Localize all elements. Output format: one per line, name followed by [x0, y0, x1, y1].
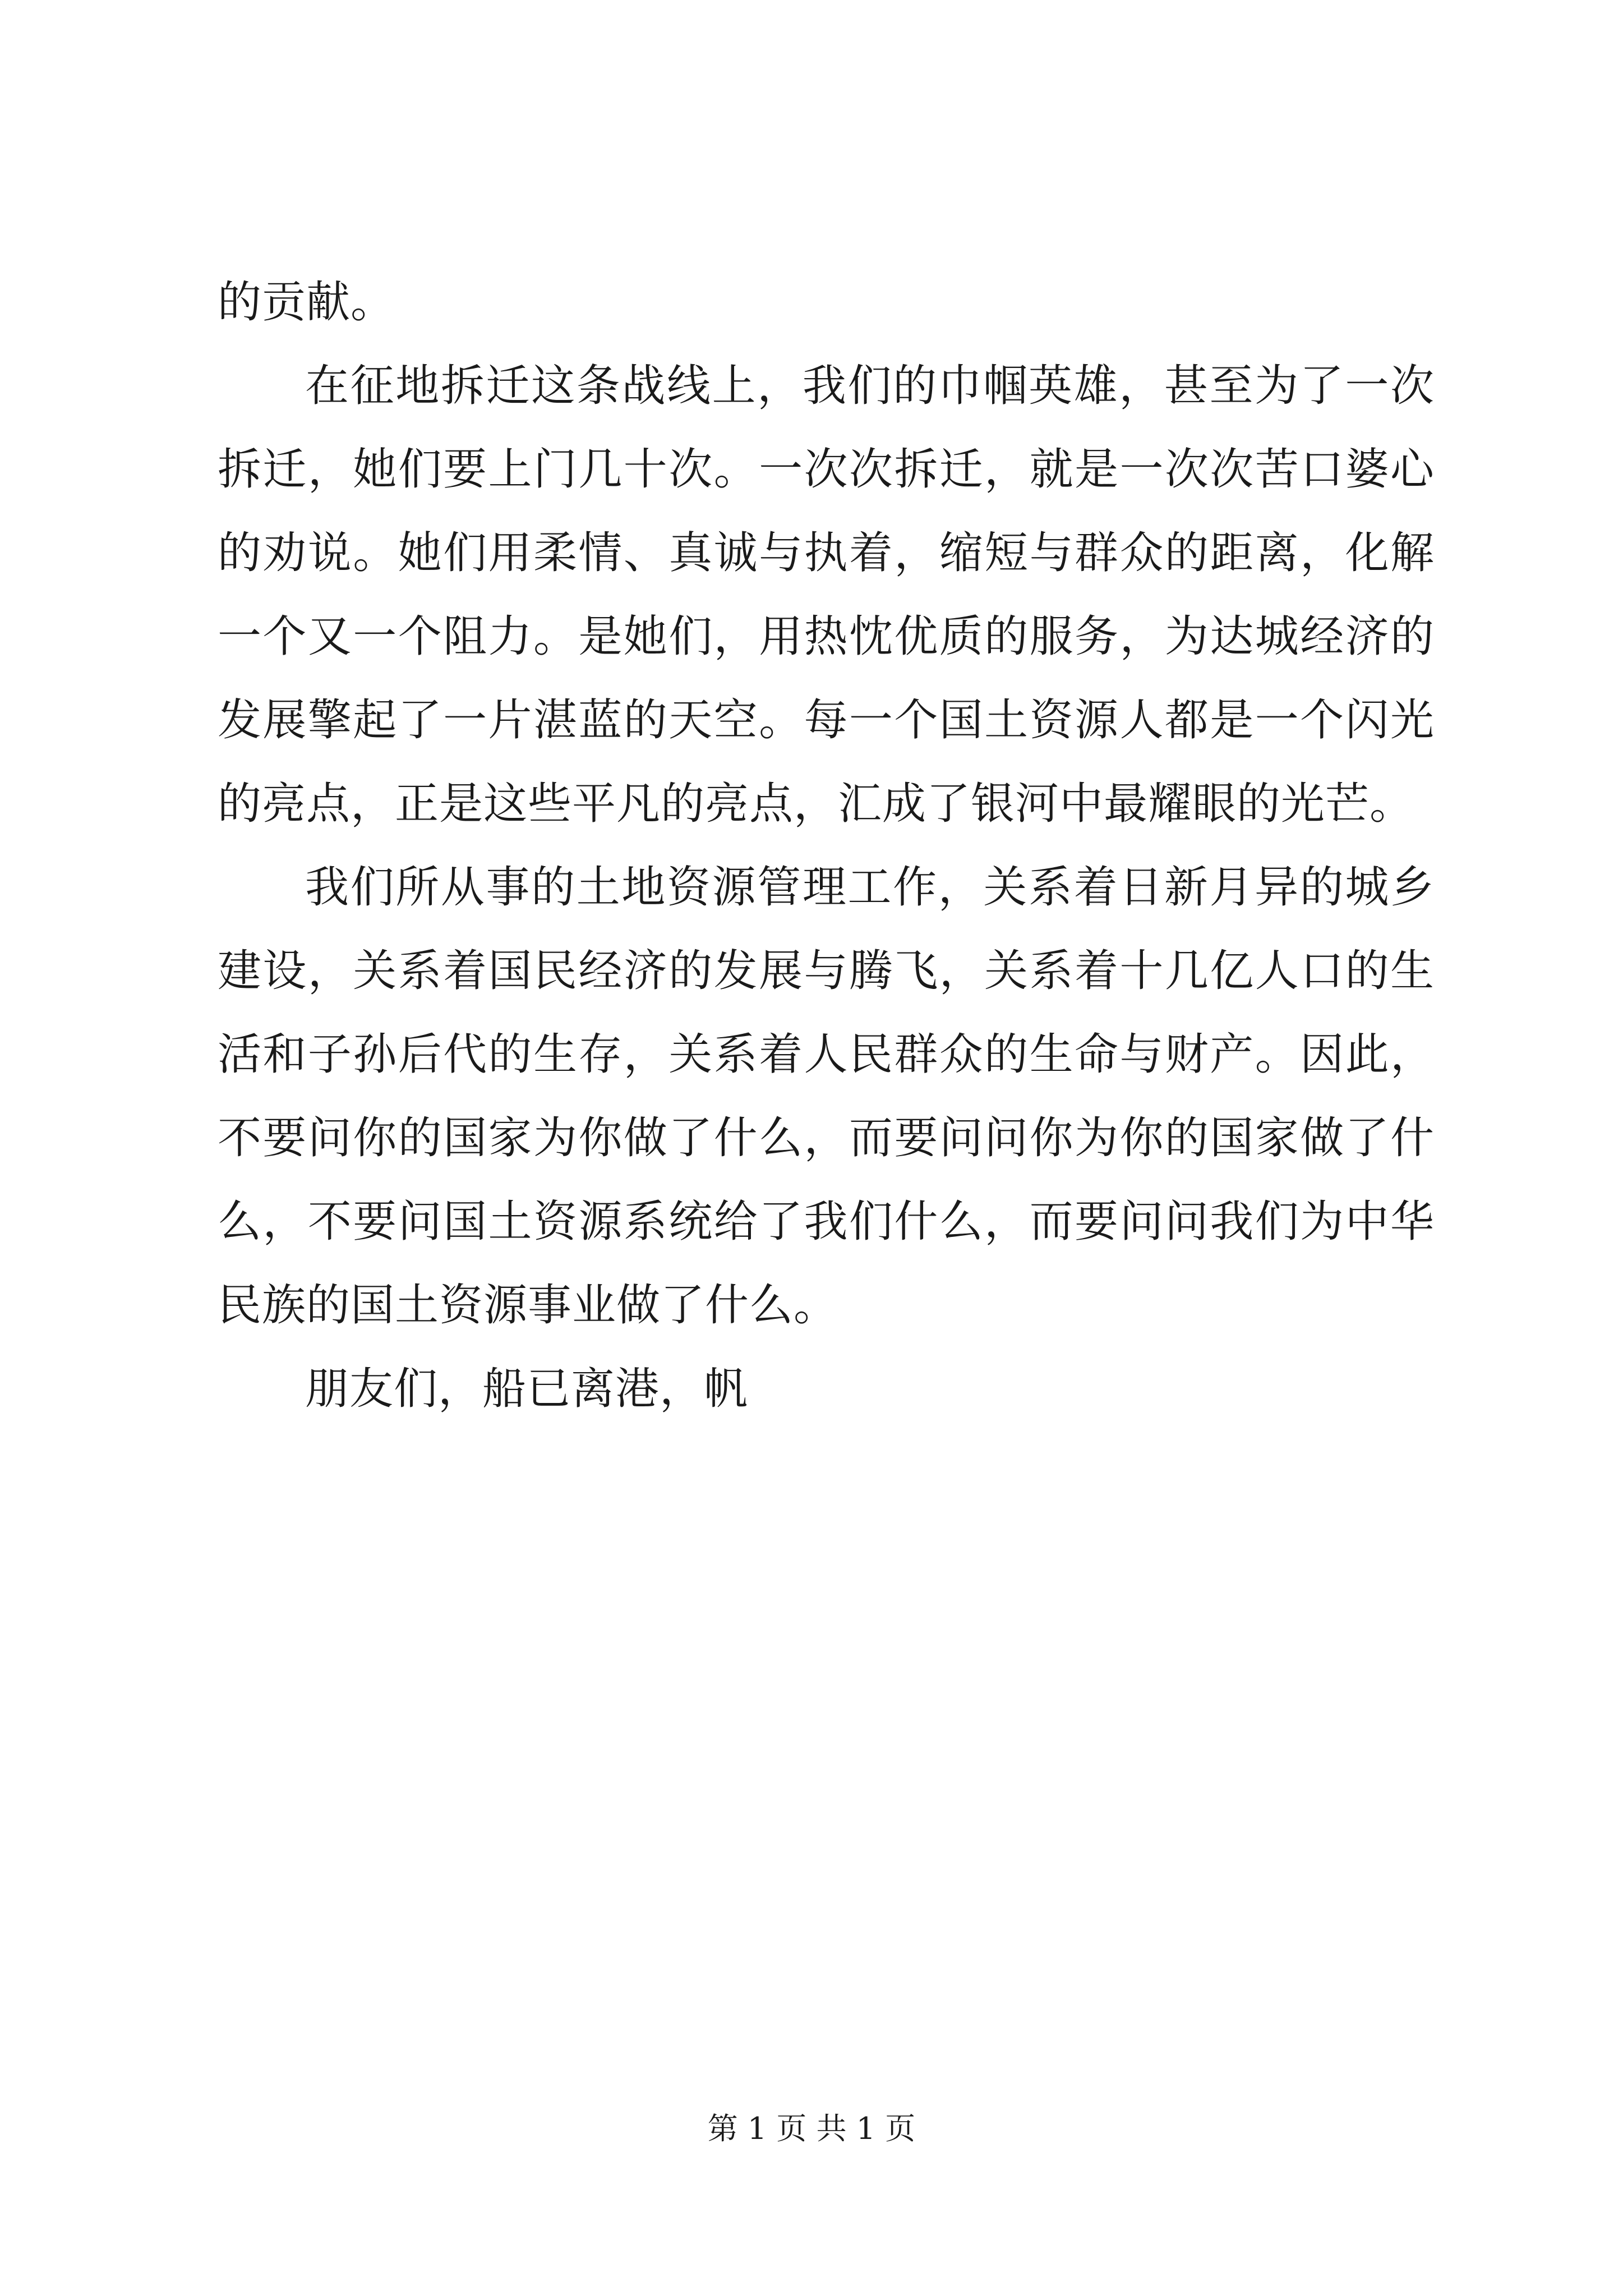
paragraph-land-management: 我们所从事的土地资源管理工作，关系着日新月异的城乡建设，关系着国民经济的发展与腾飞，关系着十几亿人口的生活和子孙后代的生存，关系着人民群众的生命与财产。因此，不要问你的国家为你做了什么，而要问问你为你的国家做了什么，不要问国土资源系统给了我们什么，而要问问我们为中华民族的国土资源事业做了什么。 — [218, 862, 1435, 1331]
document-body — [218, 261, 1435, 1431]
paragraph-continuation: 的贡献。 — [218, 277, 395, 328]
page-number-footer: 第 1 页 共 1 页 — [707, 2111, 916, 2146]
paragraph-closing: 朋友们，船已离港，帆 — [305, 1364, 749, 1414]
paragraph-demolition: 在征地拆迁这条战线上，我们的巾帼英雄，甚至为了一次拆迁，她们要上门几十次。一次次拆迁，就是一次次苦口婆心的劝说。她们用柔情、真诚与执着，缩短与群众的距离，化解一个又一个阻力。是她们，用热忱优质的服务，为达城经济的发展擎起了一片湛蓝的天空。每一个国土资源人都是一个闪光的亮点，正是这些平凡的亮点，汇成了银河中最耀眼的光芒。 — [218, 361, 1435, 829]
